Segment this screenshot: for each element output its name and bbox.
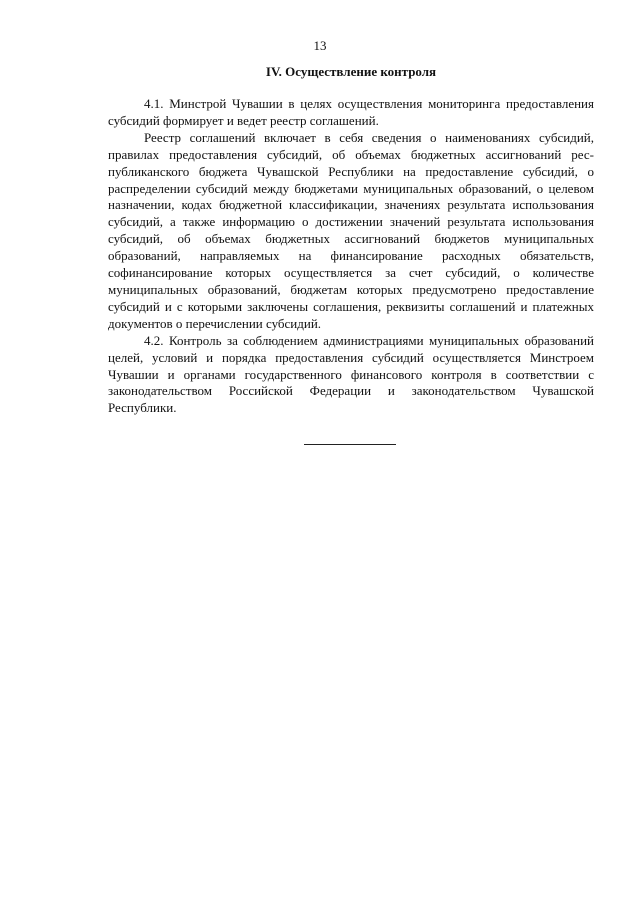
- paragraph-4-1: 4.1. Минстрой Чувашии в целях осуществления мониторинга предоставления субсидий формирует и ведет реестр соглашений.: [108, 96, 594, 128]
- paragraph-4-2: 4.2. Контроль за соблюдением администрациями муниципальных образований целей, условий и порядка предоставления субсидий осуществляется Минстроем Чувашии и органами государственного финансового контроля в соответствии с законодательством Российской Федерации и законодательством Чувашской Республики.: [108, 332, 594, 416]
- end-divider: [304, 444, 396, 445]
- body-text: [108, 96, 594, 417]
- paragraph-registry: Реестр соглашений включает в себя сведения о наименованиях субсидий, правилах предоставления субсидий, об объемах бюджетных ассигнований республиканского бюджета Чувашской Республики на предоставление субсидий, о распределении субсидий между бюджетами муниципальных образований, о целевом назначении, кодах бюджетной классификации, значениях результата использования субсидий, а также информацию о достижении значений результата использования субсидий, об объемах бюджетных ассигнований бюджетов муниципальных образований, направляемых на финансирование расходных обязательств, софинансирование которых осуществляется за счет субсидий, о количестве муниципальных образований, бюджетам которых предусмотрено предоставление субсидий и с которыми заключены соглашения, реквизиты соглашений и платежных документов о перечислении субсидий.: [108, 129, 594, 331]
- section-title: IV. Осуществление контроля: [265, 64, 437, 79]
- page-number: 13: [313, 38, 327, 53]
